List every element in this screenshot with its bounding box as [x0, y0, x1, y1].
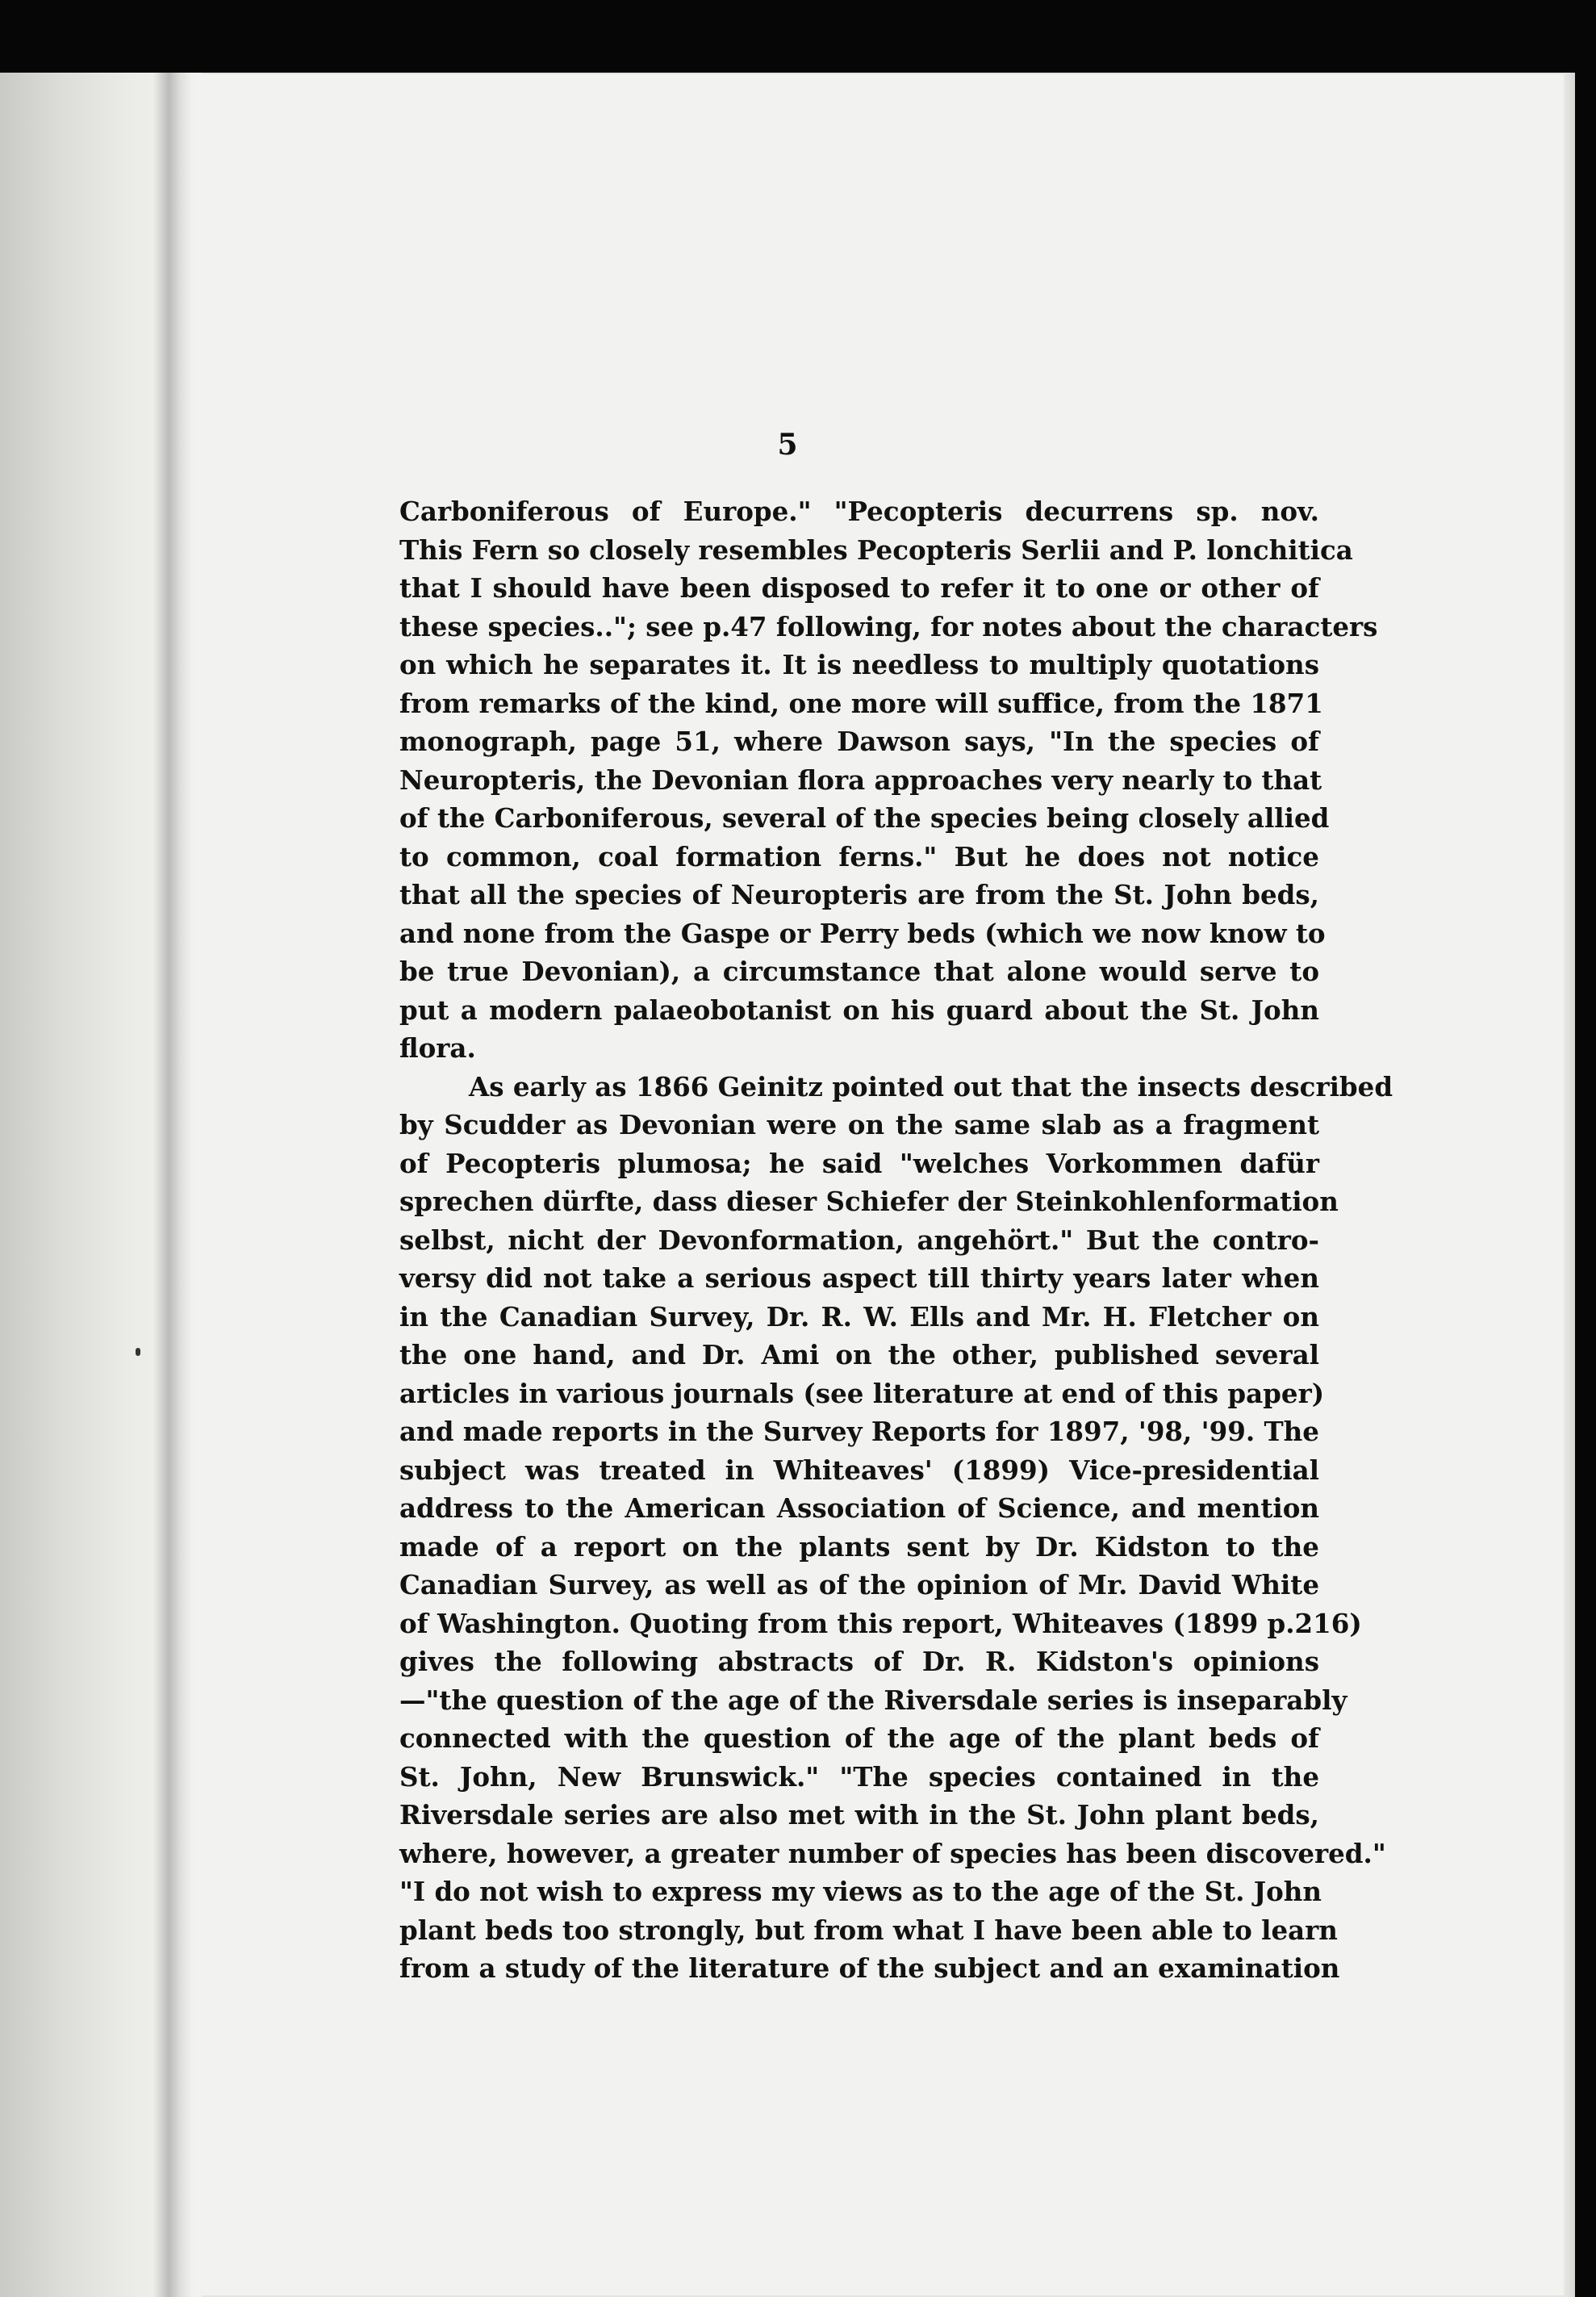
text-line: gives the following abstracts of Dr. R. Kidston's opinions: [399, 1646, 1319, 1677]
text-line: where, however, a greater number of species has been discovered.": [399, 1837, 1386, 1869]
text-line: and none from the Gaspe or Perry beds (which we now know to: [399, 917, 1326, 949]
text-line: in the Canadian Survey, Dr. R. W. Ells and Mr. H. Fletcher on: [399, 1300, 1319, 1333]
text-line: St. John, New Brunswick." "The species contained in the: [399, 1760, 1319, 1793]
text-line: of the Carboniferous, several of the species being closely allied: [399, 802, 1330, 834]
text-line: put a modern palaeobotanist on his guard about the St. John: [399, 994, 1319, 1026]
text-line: these species.."; see p.47 following, for notes about the characters: [399, 610, 1378, 642]
text-line: subject was treated in Whiteaves' (1899) Vice-presidential: [399, 1454, 1319, 1486]
binding-gutter: [0, 73, 202, 2297]
text-line: made of a report on the plants sent by Dr. Kidston to the: [399, 1530, 1319, 1563]
text-line: to common, coal formation ferns." But he does not notice: [399, 840, 1319, 872]
text-line: that I should have been disposed to refer it to one or other of: [399, 572, 1319, 604]
text-line: from a study of the literature of the subject and an examination: [399, 1952, 1340, 1984]
text-line: As early as 1866 Geinitz pointed out that the insects described: [469, 1070, 1393, 1102]
text-line: flora.: [399, 1032, 476, 1064]
text-line: and made reports in the Survey Reports for 1897, '98, '99. The: [399, 1416, 1319, 1447]
text-line: sprechen dürfte, dass dieser Schiefer der Steinkohlenformation: [399, 1186, 1339, 1217]
text-line: Canadian Survey, as well as of the opinion of Mr. David White: [399, 1569, 1319, 1600]
text-line: selbst, nicht der Devonformation, angehört." But the contro-: [399, 1224, 1319, 1256]
text-line: monograph, page 51, where Dawson says, "In the species of: [399, 726, 1319, 757]
text-line: This Fern so closely resembles Pecopteris Serlii and P. lonchitica: [399, 533, 1353, 566]
text-line: "I do not wish to express my views as to the age of the St. John: [399, 1876, 1322, 1907]
text-line: versy did not take a serious aspect till thirty years later when: [399, 1262, 1319, 1294]
page-edge: [1564, 73, 1575, 2297]
text-line: connected with the question of the age of the plant beds of: [399, 1722, 1319, 1754]
text-line: Riversdale series are also met with in the St. John plant beds,: [399, 1799, 1319, 1830]
text-line: plant beds too strongly, but from what I have been able to learn: [399, 1914, 1338, 1946]
page-number: 5: [777, 428, 798, 462]
body-text: [399, 492, 1393, 1988]
text-line: be true Devonian), a circumstance that alone would serve to: [399, 956, 1319, 987]
text-line: —"the question of the age of the Riversdale series is inseparably: [399, 1684, 1347, 1716]
text-line: that all the species of Neuropteris are from the St. John beds,: [399, 879, 1319, 910]
text-line: of Washington. Quoting from this report, Whiteaves (1899 p.216): [399, 1607, 1362, 1639]
text-line: Carboniferous of Europe." "Pecopteris decurrens sp. nov.: [399, 496, 1319, 527]
gutter-shadow: [153, 73, 192, 2297]
text-line: the one hand, and Dr. Ami on the other, published several: [399, 1339, 1319, 1370]
text-line: on which he separates it. It is needless to multiply quotations: [399, 649, 1319, 680]
text-line: articles in various journals (see literature at end of this paper): [399, 1377, 1325, 1409]
gutter-speck: [136, 1348, 140, 1356]
text-line: Neuropteris, the Devonian flora approaches very nearly to that: [399, 764, 1322, 796]
text-line: address to the American Association of Science, and mention: [399, 1492, 1319, 1524]
text-line: by Scudder as Devonian were on the same slab as a fragment: [399, 1109, 1319, 1140]
book-page: [0, 73, 1575, 2297]
text-line: from remarks of the kind, one more will suffice, from the 1871: [399, 687, 1323, 719]
text-line: of Pecopteris plumosa; he said "welches Vorkommen dafür: [399, 1147, 1319, 1179]
